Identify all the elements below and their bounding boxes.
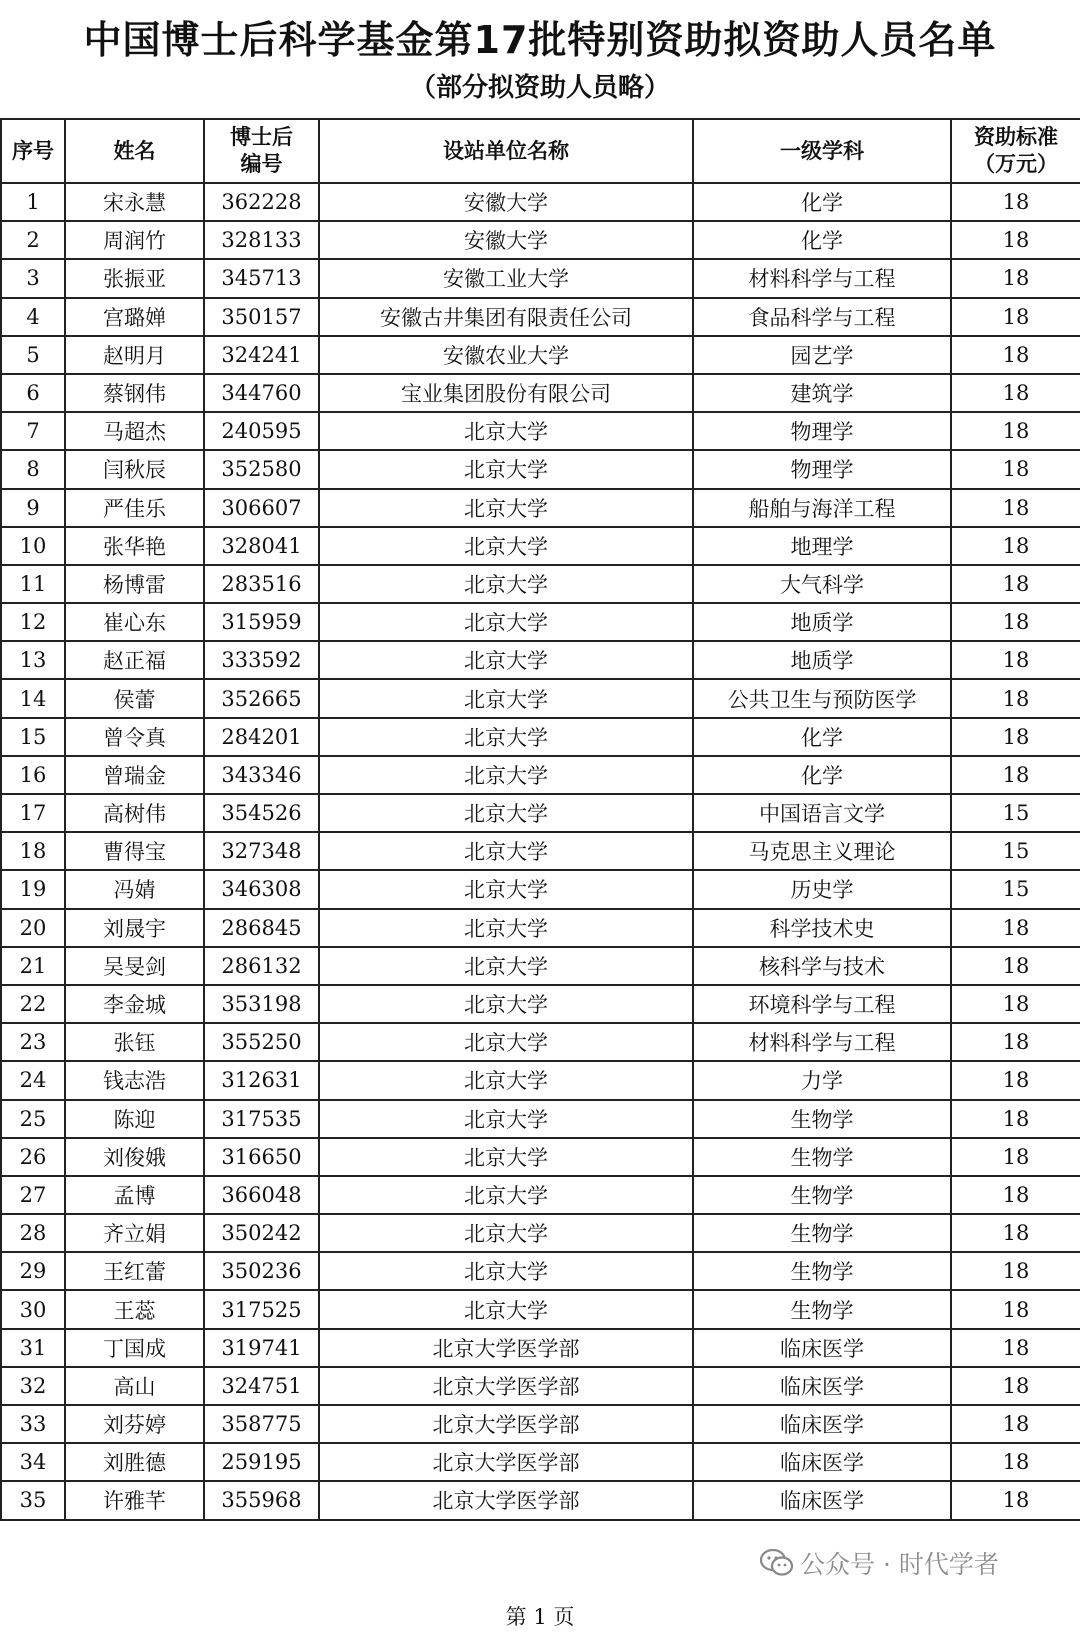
table-row <box>1 1329 1080 1367</box>
cell-seq: 4 <box>1 298 65 336</box>
cell-seq: 20 <box>1 909 65 947</box>
cell-discipline: 化学 <box>693 718 951 756</box>
cell-discipline: 船舶与海洋工程 <box>693 489 951 527</box>
cell-name: 王红蕾 <box>65 1252 204 1290</box>
table-row <box>1 298 1080 336</box>
cell-discipline: 建筑学 <box>693 374 951 412</box>
cell-postdoc-id: 358775 <box>204 1405 319 1443</box>
cell-funding: 18 <box>951 450 1080 488</box>
table-row <box>1 412 1080 450</box>
table-row <box>1 1405 1080 1443</box>
cell-name: 张钰 <box>65 1023 204 1061</box>
cell-name: 吴旻剑 <box>65 947 204 985</box>
cell-funding: 18 <box>951 489 1080 527</box>
cell-institution: 北京大学 <box>319 832 693 870</box>
cell-discipline: 生物学 <box>693 1138 951 1176</box>
cell-postdoc-id: 355968 <box>204 1481 319 1519</box>
cell-institution: 北京大学 <box>319 794 693 832</box>
table-row <box>1 336 1080 374</box>
cell-discipline: 临床医学 <box>693 1329 951 1367</box>
cell-postdoc-id: 312631 <box>204 1061 319 1099</box>
cell-name: 曾令真 <box>65 718 204 756</box>
cell-funding: 18 <box>951 1023 1080 1061</box>
cell-institution: 北京大学 <box>319 1023 693 1061</box>
cell-name: 张华艳 <box>65 527 204 565</box>
cell-name: 刘胜德 <box>65 1443 204 1481</box>
cell-name: 刘芬婷 <box>65 1405 204 1443</box>
cell-funding: 18 <box>951 374 1080 412</box>
cell-seq: 26 <box>1 1138 65 1176</box>
cell-postdoc-id: 306607 <box>204 489 319 527</box>
table-row <box>1 565 1080 603</box>
cell-postdoc-id: 343346 <box>204 756 319 794</box>
cell-seq: 5 <box>1 336 65 374</box>
cell-institution: 北京大学医学部 <box>319 1367 693 1405</box>
cell-funding: 18 <box>951 412 1080 450</box>
cell-funding: 18 <box>951 1443 1080 1481</box>
cell-seq: 31 <box>1 1329 65 1367</box>
cell-seq: 9 <box>1 489 65 527</box>
table-row <box>1 1290 1080 1328</box>
cell-institution: 安徽大学 <box>319 183 693 221</box>
cell-seq: 13 <box>1 641 65 679</box>
cell-institution: 安徽大学 <box>319 221 693 259</box>
table-row <box>1 603 1080 641</box>
cell-institution: 北京大学 <box>319 565 693 603</box>
cell-seq: 16 <box>1 756 65 794</box>
cell-funding: 18 <box>951 565 1080 603</box>
cell-seq: 8 <box>1 450 65 488</box>
cell-discipline: 中国语言文学 <box>693 794 951 832</box>
cell-institution: 北京大学 <box>319 603 693 641</box>
cell-postdoc-id: 317525 <box>204 1290 319 1328</box>
cell-seq: 12 <box>1 603 65 641</box>
cell-institution: 北京大学 <box>319 1138 693 1176</box>
cell-name: 刘晟宇 <box>65 909 204 947</box>
table-row <box>1 756 1080 794</box>
cell-postdoc-id: 353198 <box>204 985 319 1023</box>
cell-discipline: 物理学 <box>693 450 951 488</box>
wechat-icon <box>760 1549 794 1583</box>
cell-discipline: 历史学 <box>693 870 951 908</box>
cell-seq: 29 <box>1 1252 65 1290</box>
cell-name: 曾瑞金 <box>65 756 204 794</box>
cell-name: 许雅芊 <box>65 1481 204 1519</box>
cell-funding: 18 <box>951 527 1080 565</box>
cell-discipline: 化学 <box>693 756 951 794</box>
cell-discipline: 大气科学 <box>693 565 951 603</box>
cell-funding: 15 <box>951 794 1080 832</box>
cell-discipline: 临床医学 <box>693 1443 951 1481</box>
cell-postdoc-id: 324751 <box>204 1367 319 1405</box>
cell-discipline: 化学 <box>693 221 951 259</box>
cell-seq: 35 <box>1 1481 65 1519</box>
cell-funding: 18 <box>951 603 1080 641</box>
cell-name: 侯蕾 <box>65 679 204 717</box>
cell-name: 冯婧 <box>65 870 204 908</box>
cell-seq: 1 <box>1 183 65 221</box>
table-row <box>1 947 1080 985</box>
header-funding-text: 资助标准 （万元） <box>974 125 1058 176</box>
table-row <box>1 909 1080 947</box>
page-number: 第 1 页 <box>505 1605 575 1629</box>
cell-postdoc-id: 366048 <box>204 1176 319 1214</box>
cell-institution: 北京大学 <box>319 718 693 756</box>
table-row <box>1 718 1080 756</box>
cell-postdoc-id: 327348 <box>204 832 319 870</box>
cell-seq: 6 <box>1 374 65 412</box>
cell-postdoc-id: 240595 <box>204 412 319 450</box>
cell-institution: 北京大学 <box>319 909 693 947</box>
cell-funding: 18 <box>951 259 1080 297</box>
cell-seq: 25 <box>1 1100 65 1138</box>
cell-seq: 34 <box>1 1443 65 1481</box>
cell-seq: 21 <box>1 947 65 985</box>
cell-discipline: 园艺学 <box>693 336 951 374</box>
cell-funding: 18 <box>951 221 1080 259</box>
cell-seq: 19 <box>1 870 65 908</box>
table-row <box>1 450 1080 488</box>
cell-name: 钱志浩 <box>65 1061 204 1099</box>
cell-institution: 北京大学医学部 <box>319 1329 693 1367</box>
cell-name: 闫秋辰 <box>65 450 204 488</box>
cell-discipline: 生物学 <box>693 1214 951 1252</box>
cell-name: 严佳乐 <box>65 489 204 527</box>
cell-institution: 北京大学 <box>319 1290 693 1328</box>
table-row <box>1 1061 1080 1099</box>
cell-funding: 18 <box>951 679 1080 717</box>
cell-discipline: 力学 <box>693 1061 951 1099</box>
cell-discipline: 临床医学 <box>693 1481 951 1519</box>
cell-institution: 安徽工业大学 <box>319 259 693 297</box>
cell-seq: 28 <box>1 1214 65 1252</box>
table-row <box>1 679 1080 717</box>
cell-seq: 10 <box>1 527 65 565</box>
cell-postdoc-id: 319741 <box>204 1329 319 1367</box>
cell-postdoc-id: 355250 <box>204 1023 319 1061</box>
cell-funding: 18 <box>951 1329 1080 1367</box>
header-seq: 序号 <box>1 119 65 183</box>
cell-seq: 32 <box>1 1367 65 1405</box>
cell-funding: 18 <box>951 909 1080 947</box>
table-row <box>1 374 1080 412</box>
funding-list-table <box>0 118 1080 1521</box>
cell-discipline: 化学 <box>693 183 951 221</box>
cell-discipline: 地理学 <box>693 527 951 565</box>
cell-discipline: 材料科学与工程 <box>693 259 951 297</box>
table-row <box>1 221 1080 259</box>
cell-postdoc-id: 344760 <box>204 374 319 412</box>
cell-seq: 3 <box>1 259 65 297</box>
table-row <box>1 832 1080 870</box>
cell-institution: 北京大学 <box>319 1061 693 1099</box>
cell-name: 赵正福 <box>65 641 204 679</box>
cell-name: 高山 <box>65 1367 204 1405</box>
cell-funding: 18 <box>951 336 1080 374</box>
cell-postdoc-id: 283516 <box>204 565 319 603</box>
cell-postdoc-id: 328041 <box>204 527 319 565</box>
table-row <box>1 1367 1080 1405</box>
header-postdoc-id-text: 博士后 编号 <box>230 125 293 176</box>
cell-institution: 北京大学 <box>319 527 693 565</box>
cell-institution: 安徽农业大学 <box>319 336 693 374</box>
cell-name: 齐立娟 <box>65 1214 204 1252</box>
cell-discipline: 生物学 <box>693 1176 951 1214</box>
cell-postdoc-id: 352665 <box>204 679 319 717</box>
cell-postdoc-id: 259195 <box>204 1443 319 1481</box>
cell-postdoc-id: 346308 <box>204 870 319 908</box>
cell-seq: 30 <box>1 1290 65 1328</box>
cell-discipline: 食品科学与工程 <box>693 298 951 336</box>
cell-funding: 18 <box>951 1481 1080 1519</box>
cell-discipline: 核科学与技术 <box>693 947 951 985</box>
cell-institution: 北京大学 <box>319 1252 693 1290</box>
cell-seq: 17 <box>1 794 65 832</box>
cell-funding: 18 <box>951 1061 1080 1099</box>
cell-funding: 18 <box>951 1367 1080 1405</box>
cell-seq: 18 <box>1 832 65 870</box>
cell-postdoc-id: 345713 <box>204 259 319 297</box>
table-row <box>1 1023 1080 1061</box>
cell-seq: 15 <box>1 718 65 756</box>
cell-institution: 北京大学 <box>319 1214 693 1252</box>
cell-funding: 15 <box>951 832 1080 870</box>
cell-seq: 2 <box>1 221 65 259</box>
cell-institution: 北京大学医学部 <box>319 1405 693 1443</box>
cell-postdoc-id: 284201 <box>204 718 319 756</box>
cell-seq: 24 <box>1 1061 65 1099</box>
cell-discipline: 临床医学 <box>693 1405 951 1443</box>
cell-seq: 11 <box>1 565 65 603</box>
cell-funding: 15 <box>951 870 1080 908</box>
cell-funding: 18 <box>951 1405 1080 1443</box>
cell-name: 马超杰 <box>65 412 204 450</box>
table-row <box>1 1443 1080 1481</box>
cell-name: 刘俊娥 <box>65 1138 204 1176</box>
table-row <box>1 1214 1080 1252</box>
cell-name: 周润竹 <box>65 221 204 259</box>
cell-discipline: 生物学 <box>693 1252 951 1290</box>
cell-seq: 23 <box>1 1023 65 1061</box>
header-institution: 设站单位名称 <box>319 119 693 183</box>
cell-name: 宋永慧 <box>65 183 204 221</box>
cell-discipline: 物理学 <box>693 412 951 450</box>
cell-institution: 北京大学 <box>319 756 693 794</box>
cell-institution: 北京大学医学部 <box>319 1481 693 1519</box>
cell-funding: 18 <box>951 641 1080 679</box>
cell-institution: 宝业集团股份有限公司 <box>319 374 693 412</box>
cell-name: 曹得宝 <box>65 832 204 870</box>
header-discipline: 一级学科 <box>693 119 951 183</box>
cell-funding: 18 <box>951 1252 1080 1290</box>
cell-institution: 北京大学 <box>319 679 693 717</box>
cell-discipline: 地质学 <box>693 603 951 641</box>
cell-institution: 北京大学 <box>319 947 693 985</box>
cell-postdoc-id: 333592 <box>204 641 319 679</box>
cell-funding: 18 <box>951 1100 1080 1138</box>
cell-institution: 北京大学 <box>319 1176 693 1214</box>
table-row <box>1 1100 1080 1138</box>
cell-name: 孟博 <box>65 1176 204 1214</box>
cell-postdoc-id: 328133 <box>204 221 319 259</box>
cell-name: 丁国成 <box>65 1329 204 1367</box>
cell-postdoc-id: 350242 <box>204 1214 319 1252</box>
table-row <box>1 1176 1080 1214</box>
cell-name: 高树伟 <box>65 794 204 832</box>
cell-funding: 18 <box>951 1290 1080 1328</box>
watermark-text: 公众号 · 时代学者 <box>800 1550 999 1579</box>
cell-name: 陈迎 <box>65 1100 204 1138</box>
cell-discipline: 生物学 <box>693 1100 951 1138</box>
cell-postdoc-id: 350157 <box>204 298 319 336</box>
table-row <box>1 1481 1080 1519</box>
cell-institution: 北京大学 <box>319 870 693 908</box>
cell-name: 李金城 <box>65 985 204 1023</box>
cell-discipline: 科学技术史 <box>693 909 951 947</box>
cell-institution: 北京大学 <box>319 641 693 679</box>
cell-postdoc-id: 317535 <box>204 1100 319 1138</box>
cell-discipline: 马克思主义理论 <box>693 832 951 870</box>
table-body <box>1 183 1080 1520</box>
cell-name: 宫璐婵 <box>65 298 204 336</box>
cell-name: 赵明月 <box>65 336 204 374</box>
cell-institution: 北京大学 <box>319 985 693 1023</box>
cell-discipline: 地质学 <box>693 641 951 679</box>
cell-institution: 安徽古井集团有限责任公司 <box>319 298 693 336</box>
cell-funding: 18 <box>951 1176 1080 1214</box>
cell-postdoc-id: 352580 <box>204 450 319 488</box>
cell-seq: 33 <box>1 1405 65 1443</box>
cell-name: 杨博雷 <box>65 565 204 603</box>
cell-funding: 18 <box>951 985 1080 1023</box>
cell-postdoc-id: 316650 <box>204 1138 319 1176</box>
cell-discipline: 环境科学与工程 <box>693 985 951 1023</box>
cell-postdoc-id: 324241 <box>204 336 319 374</box>
table-row <box>1 183 1080 221</box>
table-row <box>1 527 1080 565</box>
cell-postdoc-id: 286132 <box>204 947 319 985</box>
cell-funding: 18 <box>951 1138 1080 1176</box>
cell-seq: 7 <box>1 412 65 450</box>
document-subtitle: （部分拟资助人员略） <box>409 73 670 103</box>
cell-funding: 18 <box>951 1214 1080 1252</box>
cell-postdoc-id: 350236 <box>204 1252 319 1290</box>
cell-discipline: 公共卫生与预防医学 <box>693 679 951 717</box>
cell-name: 崔心东 <box>65 603 204 641</box>
cell-seq: 27 <box>1 1176 65 1214</box>
header-postdoc-id <box>204 119 319 183</box>
table-row <box>1 1252 1080 1290</box>
cell-discipline: 材料科学与工程 <box>693 1023 951 1061</box>
table-row <box>1 489 1080 527</box>
cell-name: 张振亚 <box>65 259 204 297</box>
header-funding <box>951 119 1080 183</box>
table-row <box>1 870 1080 908</box>
cell-postdoc-id: 354526 <box>204 794 319 832</box>
cell-institution: 北京大学医学部 <box>319 1443 693 1481</box>
cell-institution: 北京大学 <box>319 489 693 527</box>
cell-postdoc-id: 286845 <box>204 909 319 947</box>
cell-name: 王蕊 <box>65 1290 204 1328</box>
cell-funding: 18 <box>951 183 1080 221</box>
cell-name: 蔡钢伟 <box>65 374 204 412</box>
header-name: 姓名 <box>65 119 204 183</box>
cell-postdoc-id: 362228 <box>204 183 319 221</box>
cell-institution: 北京大学 <box>319 1100 693 1138</box>
cell-institution: 北京大学 <box>319 412 693 450</box>
document-title: 中国博士后科学基金第17批特别资助拟资助人员名单 <box>83 18 997 62</box>
table-row <box>1 641 1080 679</box>
cell-discipline: 临床医学 <box>693 1367 951 1405</box>
table-row <box>1 794 1080 832</box>
table-row <box>1 985 1080 1023</box>
cell-funding: 18 <box>951 718 1080 756</box>
table-row <box>1 259 1080 297</box>
cell-funding: 18 <box>951 947 1080 985</box>
cell-postdoc-id: 315959 <box>204 603 319 641</box>
table-row <box>1 1138 1080 1176</box>
cell-seq: 14 <box>1 679 65 717</box>
watermark <box>760 1545 999 1583</box>
cell-seq: 22 <box>1 985 65 1023</box>
cell-discipline: 生物学 <box>693 1290 951 1328</box>
table-header-row <box>1 119 1080 183</box>
cell-funding: 18 <box>951 756 1080 794</box>
cell-institution: 北京大学 <box>319 450 693 488</box>
cell-funding: 18 <box>951 298 1080 336</box>
